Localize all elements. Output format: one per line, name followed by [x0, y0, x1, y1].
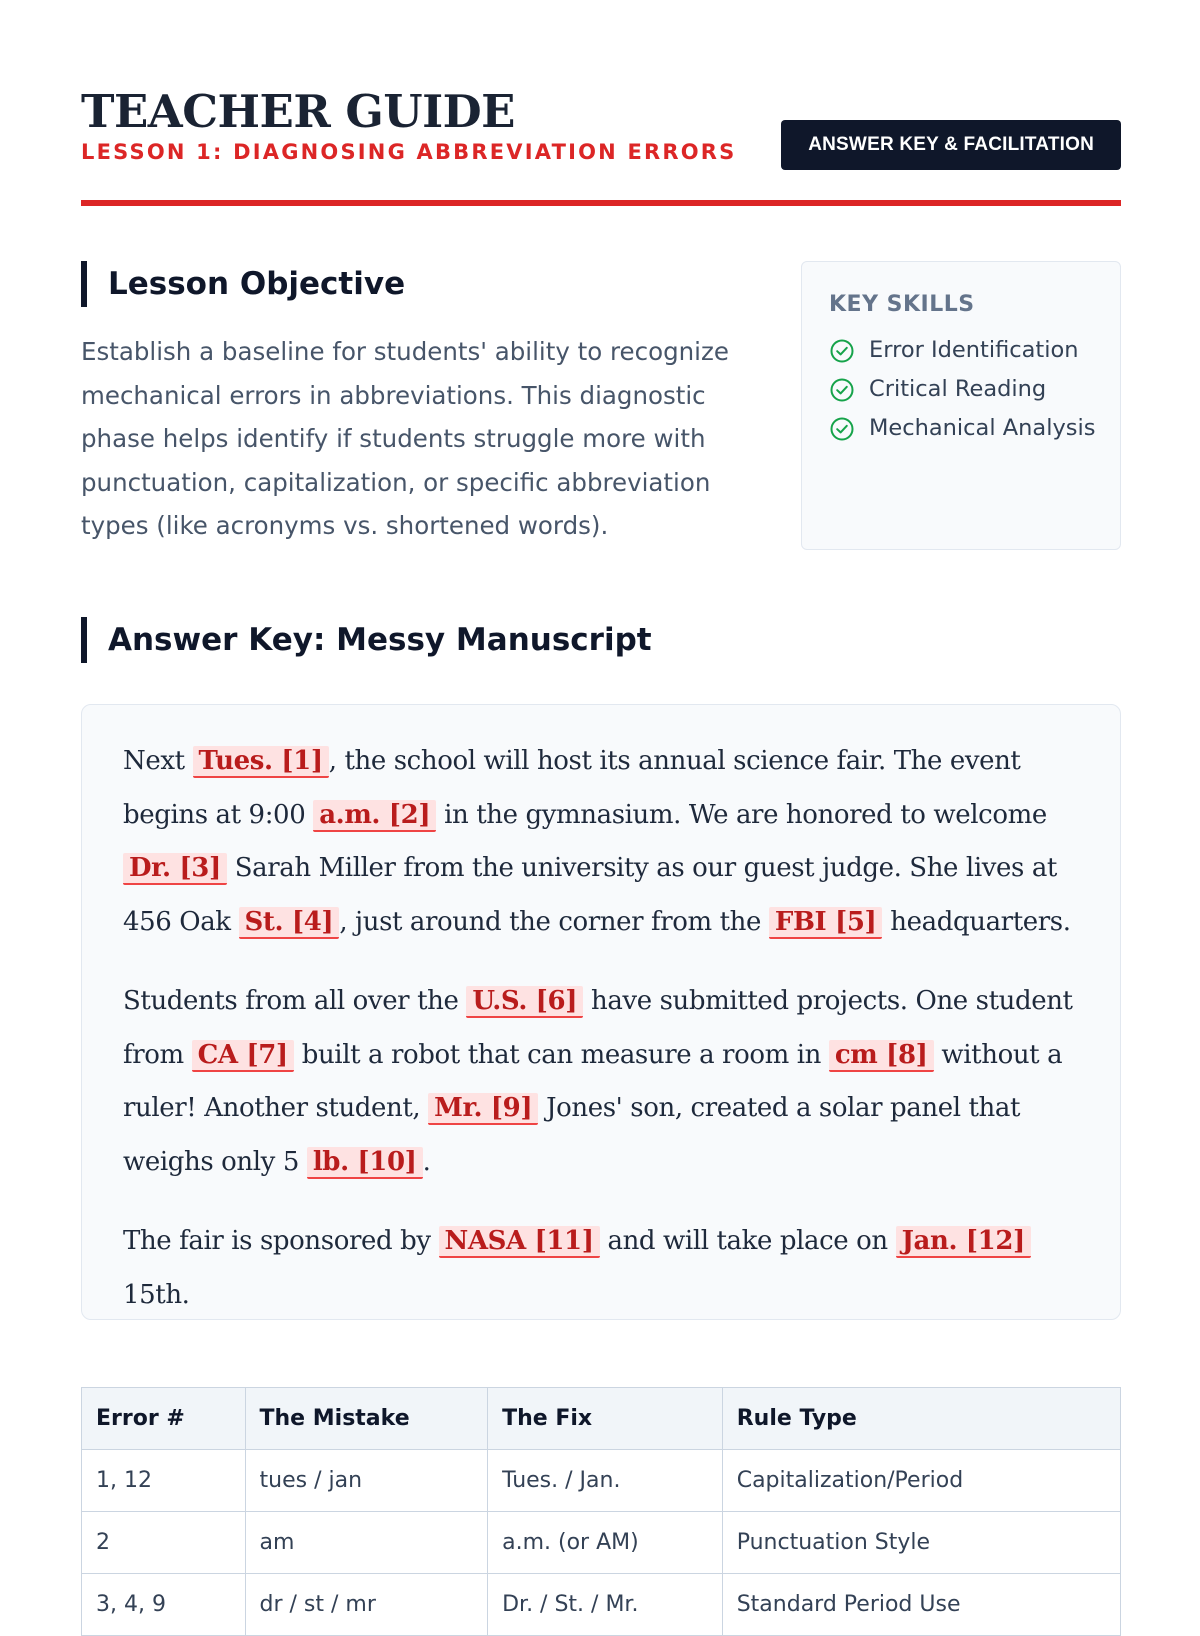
error-highlight: a.m. [2] — [313, 800, 436, 832]
skill-label: Critical Reading — [869, 376, 1047, 402]
manuscript-text: Students from all over the — [123, 986, 467, 1016]
column-header: The Mistake — [245, 1388, 488, 1450]
column-header: Rule Type — [722, 1388, 1120, 1450]
error-highlight: CA [7] — [192, 1040, 294, 1072]
skill-item — [829, 412, 1109, 445]
objective-text: Establish a baseline for students' ability to recognize mechanical errors in abbreviations. This diagnostic phase helps identify if students struggle more with punctuation, capitalization, or specific abbreviation types (like acronyms vs. shortened words). — [81, 337, 729, 540]
error-highlight: Tues. [1] — [193, 746, 329, 778]
table-cell: Standard Period Use — [722, 1574, 1120, 1636]
table-cell: Punctuation Style — [722, 1512, 1120, 1574]
manuscript-text: built a robot that can measure a room in — [293, 1039, 829, 1070]
skill-item — [829, 334, 1109, 367]
table-cell: Capitalization/Period — [722, 1450, 1120, 1512]
table-cell: Tues. / Jan. — [488, 1450, 723, 1512]
manuscript-paragraph — [123, 975, 1079, 1189]
header-divider — [81, 200, 1121, 206]
error-highlight: Mr. [9] — [428, 1093, 538, 1125]
table-cell: am — [245, 1512, 488, 1574]
table-body — [82, 1450, 1121, 1636]
objective-heading: Lesson Objective — [81, 261, 405, 307]
manuscript-text: . — [422, 1146, 431, 1177]
error-highlight: St. [4] — [239, 907, 340, 939]
check-circle-icon — [829, 416, 855, 442]
manuscript-text: , just around the corner from the — [339, 906, 769, 937]
error-highlight: NASA [11] — [439, 1226, 600, 1258]
error-highlight: FBI [5] — [769, 907, 883, 939]
manuscript-text: 15th. — [123, 1279, 190, 1310]
page-header — [81, 84, 1121, 207]
answer-key-badge: ANSWER KEY & FACILITATION — [781, 120, 1121, 170]
error-highlight: Jan. [12] — [896, 1226, 1031, 1258]
table-header-row — [82, 1388, 1121, 1450]
lesson-subtitle: LESSON 1: DIAGNOSING ABBREVIATION ERRORS — [81, 140, 737, 164]
table-row — [82, 1450, 1121, 1512]
manuscript-text: have submitted projects. One student from — [123, 986, 1073, 1070]
key-skills-title: KEY SKILLS — [829, 292, 975, 317]
table-cell: 2 — [82, 1512, 246, 1574]
manuscript-text: in the gymnasium. We are honored to welcome — [436, 799, 1047, 830]
manuscript-text: headquarters. — [882, 906, 1071, 937]
check-circle-icon — [829, 338, 855, 364]
answer-key-table — [81, 1387, 1121, 1636]
manuscript-paragraph — [123, 735, 1079, 949]
page-title: TEACHER GUIDE — [81, 85, 515, 138]
check-circle-icon — [829, 377, 855, 403]
manuscript-text: The fair is sponsored by — [123, 1226, 439, 1256]
manuscript-text: Next — [123, 746, 193, 776]
manuscript-text: Jones' son, created a solar panel that weighs only 5 — [123, 1093, 1021, 1177]
error-highlight: U.S. [6] — [466, 986, 583, 1018]
table-row — [82, 1512, 1121, 1574]
manuscript-heading: Answer Key: Messy Manuscript — [81, 617, 652, 663]
table-cell: dr / st / mr — [245, 1574, 488, 1636]
table-row — [82, 1574, 1121, 1636]
skill-item — [829, 373, 1109, 406]
manuscript-text: Sarah Miller from the university as our guest judge. She lives at 456 Oak — [123, 853, 1057, 937]
table-cell: a.m. (or AM) — [488, 1512, 723, 1574]
error-highlight: Dr. [3] — [123, 853, 227, 885]
key-skills-list — [829, 334, 1109, 451]
column-header: Error # — [82, 1388, 246, 1450]
error-highlight: lb. [10] — [307, 1147, 423, 1179]
skill-label: Error Identification — [869, 337, 1079, 363]
manuscript-text: without a ruler! Another student, — [123, 1039, 1063, 1123]
error-highlight: cm [8] — [829, 1040, 934, 1072]
manuscript-text: and will take place on — [599, 1226, 896, 1256]
manuscript-text: , the school will host its annual science fair. The event begins at 9:00 — [123, 746, 1021, 830]
table-cell: tues / jan — [245, 1450, 488, 1512]
key-skills-card — [801, 261, 1121, 550]
manuscript-paragraph — [123, 1215, 1079, 1322]
table-cell: 3, 4, 9 — [82, 1574, 246, 1636]
column-header: The Fix — [488, 1388, 723, 1450]
messy-manuscript-box — [81, 704, 1121, 1320]
table-cell: Dr. / St. / Mr. — [488, 1574, 723, 1636]
table-cell: 1, 12 — [82, 1450, 246, 1512]
skill-label: Mechanical Analysis — [869, 415, 1096, 441]
